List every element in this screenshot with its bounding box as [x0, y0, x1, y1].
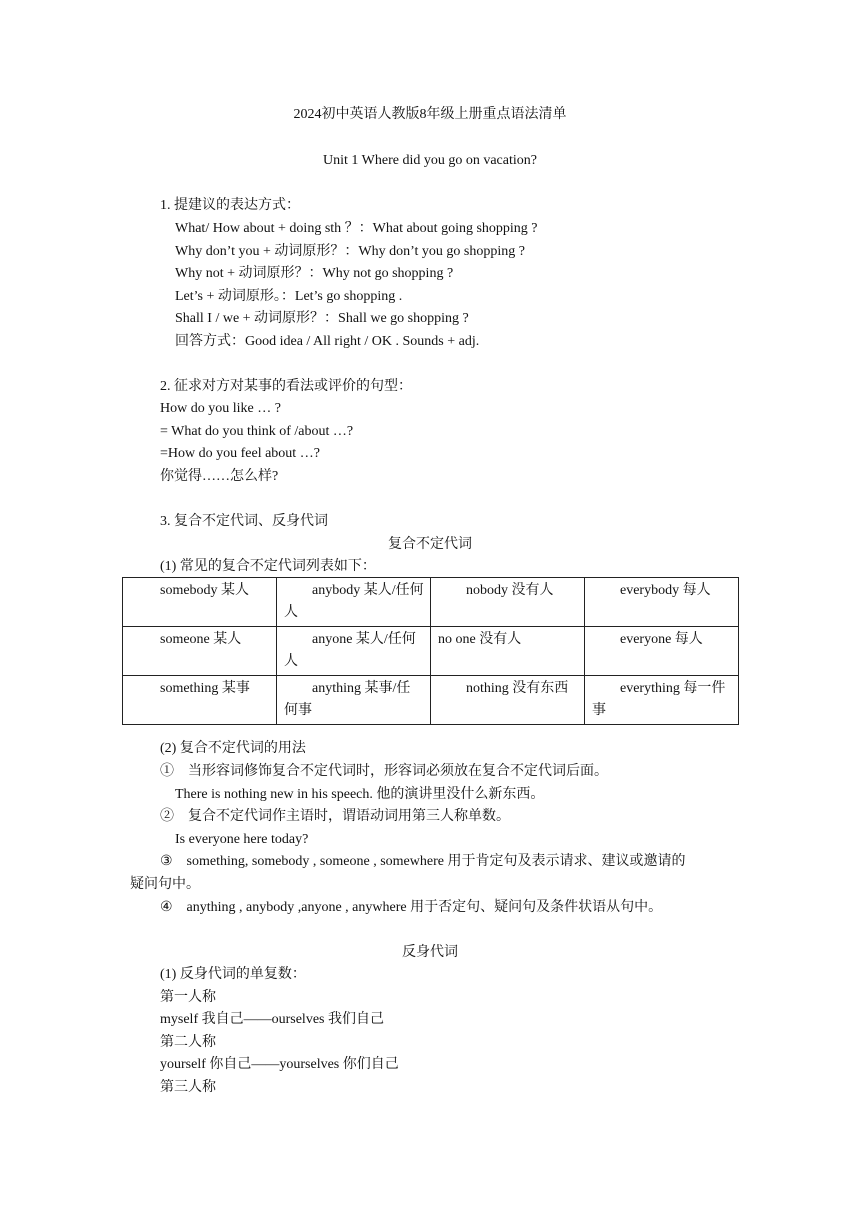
suggestion-line: Why not + 动词原形？：Why not go shopping ? — [175, 266, 454, 281]
opinion-line: = What do you think of /about …? — [160, 424, 354, 439]
section2-heading: 2. 征求对方对某事的看法或评价的句型： — [160, 379, 412, 394]
suggestion-line: What/ How about + doing sth ？：What about going shopping ? — [175, 221, 538, 236]
table-row — [123, 676, 739, 725]
usage-example: There is nothing new in his speech. 他的演讲里没什么新东西。 — [175, 787, 545, 802]
reflexive-line: 第一人称 — [160, 990, 216, 1005]
table-cell: somebody 某人 — [123, 578, 277, 627]
table-cell: no one 没有人 — [431, 627, 585, 676]
reflexive-line: yourself 你自己——yourselves 你们自己 — [160, 1057, 399, 1072]
usage-example: Is everyone here today? — [175, 832, 309, 847]
table-row — [123, 578, 739, 627]
table-cell: anyone 某人/任何人 — [277, 627, 431, 676]
table-cell: someone 某人 — [123, 627, 277, 676]
unit-heading: Unit 1 Where did you go on vacation? — [323, 153, 537, 168]
table-row — [123, 627, 739, 676]
compound-pronoun-table — [122, 577, 739, 725]
table-cell: nothing 没有东西 — [431, 676, 585, 725]
document-title: 2024初中英语人教版8年级上册重点语法清单 — [293, 107, 567, 122]
reflexive-line: myself 我自己——ourselves 我们自己 — [160, 1012, 384, 1027]
usage-heading: (2) 复合不定代词的用法 — [160, 741, 306, 756]
section1-heading: 1. 提建议的表达方式： — [160, 198, 300, 213]
reply-line: 回答方式：Good idea / All right / OK . Sounds + adj. — [175, 334, 480, 349]
usage-rule-continued: 疑问句中。 — [130, 877, 200, 892]
reflexive-intro: (1) 反身代词的单复数： — [160, 967, 306, 982]
suggestion-line: Why don’t you + 动词原形？：Why don’t you go shopping ? — [175, 244, 525, 259]
opinion-line: How do you like … ? — [160, 401, 281, 416]
table-cell: anything 某事/任何事 — [277, 676, 431, 725]
reflexive-line: 第三人称 — [160, 1080, 216, 1095]
opinion-line: 你觉得……怎么样? — [160, 469, 279, 484]
usage-rule: ② 复合不定代词作主语时，谓语动词用第三人称单数。 — [160, 809, 510, 824]
opinion-line: =How do you feel about …? — [160, 446, 320, 461]
suggestion-line: Let’s + 动词原形。：Let’s go shopping . — [175, 289, 403, 304]
table-cell: everything 每一件事 — [585, 676, 739, 725]
table-cell: anybody 某人/任何人 — [277, 578, 431, 627]
reflexive-line: 第二人称 — [160, 1035, 216, 1050]
table-cell: everyone 每人 — [585, 627, 739, 676]
table-intro: (1) 常见的复合不定代词列表如下： — [160, 559, 376, 574]
table-cell: something 某事 — [123, 676, 277, 725]
usage-rule: ③ something, somebody , someone , somewhere 用于肯定句及表示请求、建议或邀请的 — [160, 854, 686, 869]
suggestion-line: Shall I / we + 动词原形？：Shall we go shopping ? — [175, 311, 469, 326]
section3-heading: 3. 复合不定代词、反身代词 — [160, 514, 328, 529]
table-cell: everybody 每人 — [585, 578, 739, 627]
usage-rule: ① 当形容词修饰复合不定代词时，形容词必须放在复合不定代词后面。 — [160, 764, 608, 779]
reflexive-pronoun-title: 反身代词 — [402, 945, 458, 960]
usage-rule: ④ anything , anybody ,anyone , anywhere 用于否定句、疑问句及条件状语从句中。 — [160, 900, 663, 915]
compound-pronoun-title: 复合不定代词 — [388, 537, 472, 552]
table-cell: nobody 没有人 — [431, 578, 585, 627]
